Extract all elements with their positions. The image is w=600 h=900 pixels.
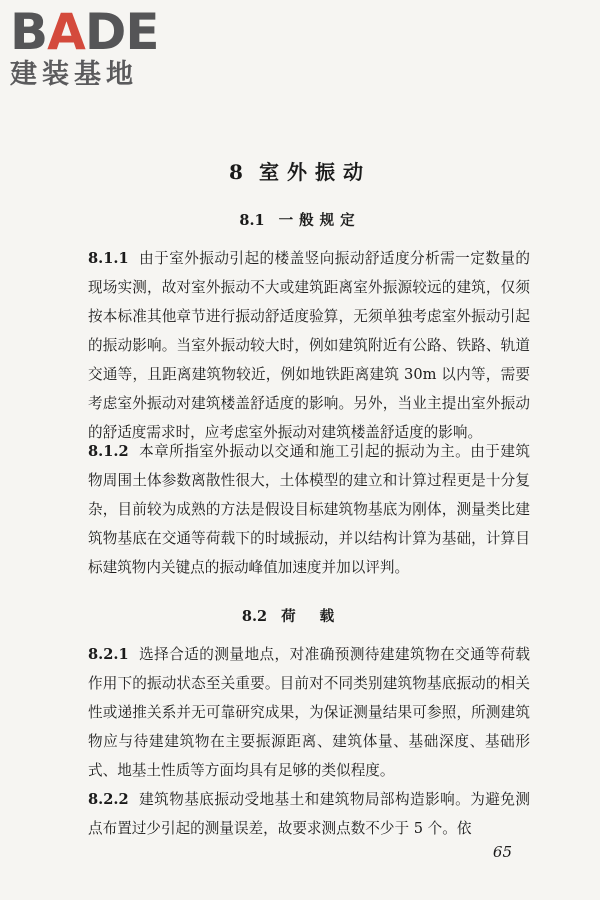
- section-number: 8.1: [239, 212, 265, 229]
- logo-subtitle: 建装基地: [10, 59, 138, 90]
- clause-8-2-2: [88, 785, 530, 843]
- chapter-number: 8: [229, 160, 245, 184]
- logo-wordmark-pre: B: [10, 3, 48, 61]
- brand-logo: [10, 3, 159, 90]
- clause-number: 8.2.2: [88, 791, 129, 808]
- chapter-title-text: 室外振动: [258, 160, 371, 184]
- clause-text: 选择合适的测量地点，对准确预测待建建筑物在交通等荷载作用下的振动状态至关重要。目前对不同类别建筑物基底振动的相关性或递推关系并无可靠研究成果，为保证测量结果可参照，所测建筑物应与待建建筑物在主要振源距离、建筑体量、基础深度、基础形式、地基土性质等方面均具有足够的类似程度。: [88, 646, 530, 779]
- clause-number: 8.1.2: [88, 443, 129, 460]
- clause-8-1-1: [88, 244, 530, 447]
- section-title-text: 荷载: [281, 608, 359, 625]
- logo-wordmark-accent: A: [47, 3, 85, 61]
- clause-text: 由于室外振动引起的楼盖竖向振动舒适度分析需一定数量的现场实测，故对室外振动不大或建筑距离室外振源较远的建筑，仅须按本标准其他章节进行振动舒适度验算，无须单独考虑室外振动引起的振动影响。当室外振动较大时，例如建筑附近有公路、铁路、轨道交通等，且距离建筑物较近，例如地铁距离建筑 30m 以内等，需要考虑室外振动对建筑楼盖舒适度的影响。另外，当业主提出室外振动的舒适度需求时，应考虑室外振动对建筑楼盖舒适度的影响。: [88, 250, 530, 441]
- clause-number: 8.1.1: [88, 250, 129, 267]
- chapter-title: [0, 156, 600, 185]
- clause-number: 8.2.1: [88, 646, 129, 663]
- clause-text: 本章所指室外振动以交通和施工引起的振动为主。由于建筑物周围土体参数离散性很大，土体模型的建立和计算过程更是十分复杂，目前较为成熟的方法是假设目标建筑物基底为刚体，测量类比建筑物基底在交通等荷载下的时域振动，并以结构计算为基础，计算目标建筑物内关键点的振动峰值加速度并加以评判。: [88, 443, 530, 576]
- clause-text: 建筑物基底振动受地基土和建筑物局部构造影响。为避免测点布置过少引起的测量误差，故要求测点数不少于 5 个。依: [88, 791, 530, 837]
- section-title-8-1: [0, 209, 600, 230]
- logo-wordmark: [10, 3, 159, 61]
- logo-wordmark-post: DE: [84, 3, 159, 61]
- clause-8-2-1: [88, 640, 530, 785]
- section-title-8-2: [0, 605, 600, 626]
- section-number: 8.2: [241, 608, 268, 625]
- clause-8-1-2: [88, 437, 530, 582]
- page-number: 65: [492, 843, 512, 861]
- section-title-text: 一般规定: [278, 212, 361, 229]
